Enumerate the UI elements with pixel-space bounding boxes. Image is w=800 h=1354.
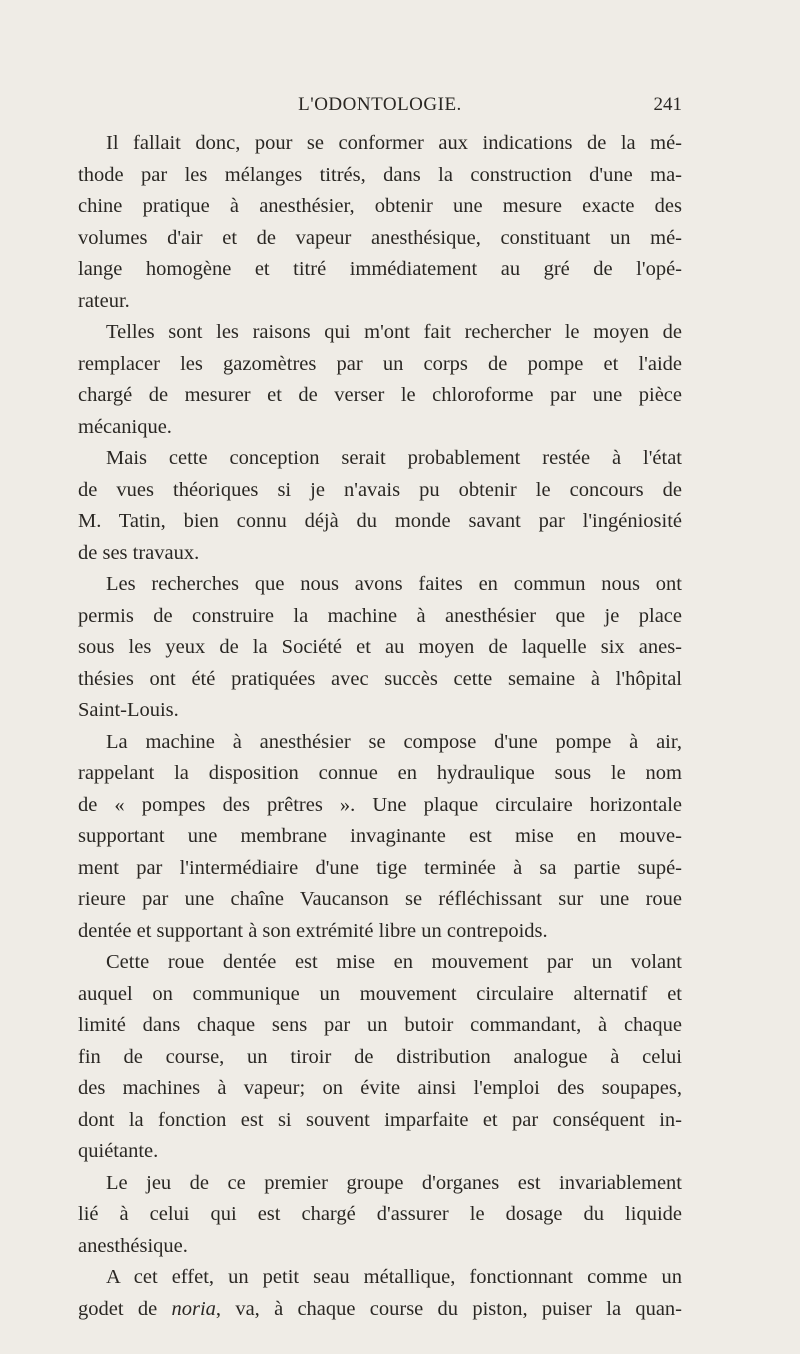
text-line: Telles sont les raisons qui m'ont fait rechercher le moyen de xyxy=(106,321,682,343)
text-line: de « pompes des prêtres ». Une plaque circulaire horizontale xyxy=(78,793,682,816)
text-line: chine pratique à anesthésier, obtenir une mesure exacte des xyxy=(78,195,682,217)
text-line: Il fallait donc, pour se conformer aux indications de la mé- xyxy=(106,132,682,154)
text-line: chargé de mesurer et de verser le chloroforme par une pièce xyxy=(78,384,682,406)
text-line: dentée et supportant à son extrémité libre un contrepoids. xyxy=(78,919,548,942)
text-line: remplacer les gazomètres par un corps de pompe et l'aide xyxy=(78,352,682,375)
italic-word: noria xyxy=(171,1297,216,1320)
text-line: volumes d'air et de vapeur anesthésique, constituant un mé- xyxy=(78,226,682,249)
text-line: sous les yeux de la Société et au moyen de laquelle six anes- xyxy=(78,636,682,658)
text-line: rieure par une chaîne Vaucanson se réfléchissant sur une roue xyxy=(78,888,682,910)
text-line: Mais cette conception serait probablement restée à l'état xyxy=(106,447,682,469)
text-line: lange homogène et titré immédiatement au gré de l'opé- xyxy=(78,258,682,280)
text-line: ment par l'intermédiaire d'une tige terminée à sa partie supé- xyxy=(78,856,682,879)
text-line: rateur. xyxy=(78,289,130,312)
journal-title: L'ODONTOLOGIE. xyxy=(298,94,462,115)
page-number: 241 xyxy=(653,94,682,115)
text-line: auquel on communique un mouvement circulaire alternatif et xyxy=(78,982,682,1005)
text-line: dont la fonction est si souvent imparfaite et par conséquent in- xyxy=(78,1108,682,1131)
text-line: mécanique. xyxy=(78,415,172,438)
text-line: thode par les mélanges titrés, dans la construction d'une ma- xyxy=(78,163,682,186)
text-line: fin de course, un tiroir de distribution analogue à celui xyxy=(78,1045,682,1068)
running-header xyxy=(78,94,682,118)
text-line: de vues théoriques si je n'avais pu obtenir le concours de xyxy=(78,478,682,501)
text-line: des machines à vapeur; on évite ainsi l'emploi des soupapes, xyxy=(78,1077,682,1099)
text-line: Cette roue dentée est mise en mouvement par un volant xyxy=(106,951,682,973)
text-line: Saint-Louis. xyxy=(78,699,179,721)
text-line xyxy=(78,1294,682,1326)
text-line-segment: godet de xyxy=(78,1297,172,1320)
text-line: de ses travaux. xyxy=(78,541,200,564)
text-line-segment: , va, à chaque course du piston, puiser la quan- xyxy=(215,1297,682,1320)
text-line: Le jeu de ce premier groupe d'organes est invariablement xyxy=(106,1171,682,1194)
text-line: supportant une membrane invaginante est mise en mouve- xyxy=(78,825,682,847)
text-line: permis de construire la machine à anesthésier que je place xyxy=(78,604,682,627)
text-line: anesthésique. xyxy=(78,1234,188,1257)
text-line: quiétante. xyxy=(78,1140,159,1162)
text-line: Les recherches que nous avons faites en commun nous ont xyxy=(106,573,682,595)
text-line: La machine à anesthésier se compose d'une pompe à air, xyxy=(106,730,682,753)
text-line: A cet effet, un petit seau métallique, fonctionnant comme un xyxy=(106,1266,682,1288)
text-line: limité dans chaque sens par un butoir commandant, à chaque xyxy=(78,1014,682,1036)
text-line: lié à celui qui est chargé d'assurer le dosage du liquide xyxy=(78,1203,682,1225)
text-line: rappelant la disposition connue en hydraulique sous le nom xyxy=(78,762,682,784)
text-line: M. Tatin, bien connu déjà du monde savant par l'ingéniosité xyxy=(78,510,682,532)
body-text xyxy=(78,128,682,1325)
text-line: thésies ont été pratiquées avec succès cette semaine à l'hôpital xyxy=(78,667,682,690)
